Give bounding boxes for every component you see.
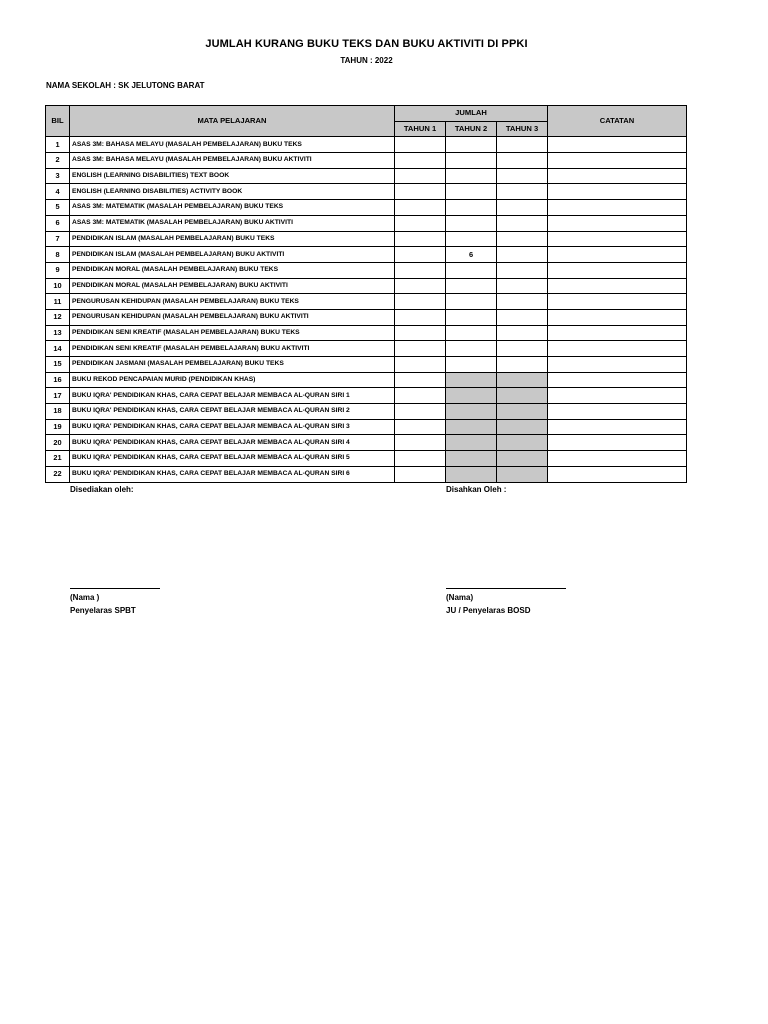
row-tahun-3: [497, 262, 548, 278]
row-tahun-3: [497, 153, 548, 169]
row-tahun-2: [446, 184, 497, 200]
row-bil: 21: [46, 451, 70, 467]
row-bil: 20: [46, 435, 70, 451]
row-bil: 19: [46, 419, 70, 435]
row-tahun-2: [446, 168, 497, 184]
row-subject: PENDIDIKAN SENI KREATIF (MASALAH PEMBELAJARAN) BUKU TEKS: [70, 325, 395, 341]
row-subject: BUKU IQRA' PENDIDIKAN KHAS, CARA CEPAT BELAJAR MEMBACA AL-QURAN SIRI 1: [70, 388, 395, 404]
row-tahun-2: [446, 153, 497, 169]
row-tahun-3: [497, 325, 548, 341]
table-row: [46, 278, 687, 294]
header-bil: BIL: [46, 106, 70, 137]
table-row: [46, 294, 687, 310]
prepared-by-label: Disediakan oleh:: [70, 485, 134, 494]
row-tahun-3: [497, 247, 548, 263]
row-bil: 7: [46, 231, 70, 247]
prepared-by-signature: [70, 578, 160, 617]
row-tahun-1: [395, 357, 446, 373]
table-row: [46, 262, 687, 278]
row-bil: 11: [46, 294, 70, 310]
row-notes: [548, 278, 687, 294]
row-subject: PENDIDIKAN JASMANI (MASALAH PEMBELAJARAN) BUKU TEKS: [70, 357, 395, 373]
row-tahun-2: [446, 451, 497, 467]
row-notes: [548, 137, 687, 153]
row-subject: PENDIDIKAN MORAL (MASALAH PEMBELAJARAN) BUKU AKTIVITI: [70, 278, 395, 294]
row-tahun-3: [497, 435, 548, 451]
row-subject: ENGLISH (LEARNING DISABILITIES) TEXT BOOK: [70, 168, 395, 184]
row-tahun-3: [497, 372, 548, 388]
row-subject: PENGURUSAN KEHIDUPAN (MASALAH PEMBELAJARAN) BUKU AKTIVITI: [70, 309, 395, 325]
row-tahun-1: [395, 231, 446, 247]
row-notes: [548, 200, 687, 216]
row-tahun-3: [497, 419, 548, 435]
table-row: [46, 466, 687, 482]
row-tahun-2: [446, 137, 497, 153]
row-bil: 10: [46, 278, 70, 294]
prepared-by-role: Penyelaras SPBT: [70, 606, 136, 615]
row-bil: 13: [46, 325, 70, 341]
row-tahun-3: [497, 200, 548, 216]
row-tahun-1: [395, 435, 446, 451]
row-notes: [548, 388, 687, 404]
row-subject: PENDIDIKAN SENI KREATIF (MASALAH PEMBELAJARAN) BUKU AKTIVITI: [70, 341, 395, 357]
row-notes: [548, 357, 687, 373]
row-bil: 5: [46, 200, 70, 216]
row-notes: [548, 231, 687, 247]
row-notes: [548, 309, 687, 325]
row-bil: 18: [46, 404, 70, 420]
row-notes: [548, 262, 687, 278]
row-notes: [548, 294, 687, 310]
row-tahun-2: [446, 341, 497, 357]
table-row: [46, 153, 687, 169]
row-tahun-3: [497, 215, 548, 231]
row-notes: [548, 184, 687, 200]
textbook-shortage-table: [45, 105, 687, 483]
row-notes: [548, 168, 687, 184]
row-tahun-1: [395, 294, 446, 310]
signature-line-left: [70, 578, 160, 589]
table-row: [46, 231, 687, 247]
row-tahun-1: [395, 341, 446, 357]
approved-by-name: (Nama): [446, 593, 474, 602]
table-row: [46, 309, 687, 325]
approved-by-label: Disahkan Oleh :: [446, 485, 507, 494]
row-tahun-3: [497, 388, 548, 404]
table-row: [46, 247, 687, 263]
row-tahun-1: [395, 451, 446, 467]
row-subject: PENDIDIKAN ISLAM (MASALAH PEMBELAJARAN) BUKU TEKS: [70, 231, 395, 247]
table-row: [46, 325, 687, 341]
approved-by-role: JU / Penyelaras BOSD: [446, 606, 531, 615]
row-subject: BUKU REKOD PENCAPAIAN MURID (PENDIDIKAN KHAS): [70, 372, 395, 388]
row-bil: 16: [46, 372, 70, 388]
row-subject: BUKU IQRA' PENDIDIKAN KHAS, CARA CEPAT BELAJAR MEMBACA AL-QURAN SIRI 6: [70, 466, 395, 482]
table-row: [46, 372, 687, 388]
row-tahun-3: [497, 451, 548, 467]
row-tahun-1: [395, 372, 446, 388]
table-row: [46, 435, 687, 451]
row-tahun-1: [395, 153, 446, 169]
row-tahun-1: [395, 466, 446, 482]
row-tahun-2: [446, 388, 497, 404]
row-tahun-2: [446, 419, 497, 435]
row-tahun-3: [497, 168, 548, 184]
row-tahun-1: [395, 200, 446, 216]
row-tahun-1: [395, 404, 446, 420]
row-bil: 4: [46, 184, 70, 200]
row-subject: BUKU IQRA' PENDIDIKAN KHAS, CARA CEPAT BELAJAR MEMBACA AL-QURAN SIRI 2: [70, 404, 395, 420]
table-row: [46, 404, 687, 420]
table-row: [46, 184, 687, 200]
row-tahun-3: [497, 184, 548, 200]
row-tahun-1: [395, 184, 446, 200]
row-tahun-3: [497, 466, 548, 482]
header-tahun-1: TAHUN 1: [395, 121, 446, 137]
prepared-by-name: (Nama ): [70, 593, 100, 602]
school-name: NAMA SEKOLAH : SK JELUTONG BARAT: [46, 81, 205, 90]
row-tahun-2: [446, 231, 497, 247]
row-bil: 8: [46, 247, 70, 263]
row-subject: PENDIDIKAN MORAL (MASALAH PEMBELAJARAN) BUKU TEKS: [70, 262, 395, 278]
row-bil: 3: [46, 168, 70, 184]
row-tahun-2: [446, 372, 497, 388]
row-subject: ASAS 3M: MATEMATIK (MASALAH PEMBELAJARAN) BUKU AKTIVITI: [70, 215, 395, 231]
table-row: [46, 388, 687, 404]
row-tahun-1: [395, 325, 446, 341]
header-tahun-2: TAHUN 2: [446, 121, 497, 137]
row-tahun-2: [446, 404, 497, 420]
table-row: [46, 451, 687, 467]
document-year: TAHUN : 2022: [340, 56, 393, 65]
approved-by-signature: [446, 578, 566, 617]
row-notes: [548, 325, 687, 341]
header-notes: CATATAN: [548, 106, 687, 137]
row-tahun-2: [446, 466, 497, 482]
row-tahun-1: [395, 262, 446, 278]
row-notes: [548, 153, 687, 169]
header-tahun-3: TAHUN 3: [497, 121, 548, 137]
row-tahun-3: [497, 278, 548, 294]
row-tahun-2: 6: [446, 247, 497, 263]
row-notes: [548, 404, 687, 420]
row-bil: 15: [46, 357, 70, 373]
row-bil: 14: [46, 341, 70, 357]
row-subject: ASAS 3M: BAHASA MELAYU (MASALAH PEMBELAJARAN) BUKU AKTIVITI: [70, 153, 395, 169]
row-bil: 22: [46, 466, 70, 482]
row-bil: 9: [46, 262, 70, 278]
row-notes: [548, 435, 687, 451]
row-tahun-1: [395, 278, 446, 294]
row-subject: BUKU IQRA' PENDIDIKAN KHAS, CARA CEPAT BELAJAR MEMBACA AL-QURAN SIRI 3: [70, 419, 395, 435]
header-jumlah: JUMLAH: [395, 106, 548, 122]
row-tahun-1: [395, 168, 446, 184]
row-tahun-3: [497, 341, 548, 357]
row-subject: ASAS 3M: MATEMATIK (MASALAH PEMBELAJARAN) BUKU TEKS: [70, 200, 395, 216]
row-tahun-1: [395, 247, 446, 263]
table-row: [46, 168, 687, 184]
table-row: [46, 200, 687, 216]
row-subject: BUKU IQRA' PENDIDIKAN KHAS, CARA CEPAT BELAJAR MEMBACA AL-QURAN SIRI 4: [70, 435, 395, 451]
row-tahun-1: [395, 215, 446, 231]
table-row: [46, 137, 687, 153]
header-subject: MATA PELAJARAN: [70, 106, 395, 137]
table-row: [46, 419, 687, 435]
row-tahun-3: [497, 294, 548, 310]
row-tahun-1: [395, 309, 446, 325]
table-row: [46, 215, 687, 231]
signature-line-right: [446, 578, 566, 589]
row-tahun-1: [395, 137, 446, 153]
row-bil: 6: [46, 215, 70, 231]
row-tahun-1: [395, 388, 446, 404]
row-subject: ENGLISH (LEARNING DISABILITIES) ACTIVITY BOOK: [70, 184, 395, 200]
row-subject: PENGURUSAN KEHIDUPAN (MASALAH PEMBELAJARAN) BUKU TEKS: [70, 294, 395, 310]
row-notes: [548, 466, 687, 482]
row-tahun-2: [446, 215, 497, 231]
row-tahun-1: [395, 419, 446, 435]
table-row: [46, 341, 687, 357]
table-row: [46, 357, 687, 373]
row-tahun-2: [446, 278, 497, 294]
approved-by-block: [446, 483, 506, 496]
row-tahun-2: [446, 357, 497, 373]
row-tahun-2: [446, 262, 497, 278]
row-tahun-3: [497, 357, 548, 373]
row-subject: ASAS 3M: BAHASA MELAYU (MASALAH PEMBELAJARAN) BUKU TEKS: [70, 137, 395, 153]
row-notes: [548, 372, 687, 388]
row-tahun-2: [446, 309, 497, 325]
row-tahun-3: [497, 137, 548, 153]
row-subject: PENDIDIKAN ISLAM (MASALAH PEMBELAJARAN) BUKU AKTIVITI: [70, 247, 395, 263]
row-bil: 1: [46, 137, 70, 153]
prepared-by-block: [70, 483, 134, 496]
row-tahun-2: [446, 435, 497, 451]
row-bil: 17: [46, 388, 70, 404]
row-bil: 12: [46, 309, 70, 325]
row-notes: [548, 215, 687, 231]
row-tahun-2: [446, 294, 497, 310]
row-bil: 2: [46, 153, 70, 169]
row-notes: [548, 341, 687, 357]
row-notes: [548, 419, 687, 435]
row-tahun-2: [446, 325, 497, 341]
row-notes: [548, 451, 687, 467]
table-body: [46, 137, 687, 482]
row-tahun-3: [497, 231, 548, 247]
document-title: JUMLAH KURANG BUKU TEKS DAN BUKU AKTIVITI DI PPKI: [205, 38, 528, 50]
row-tahun-2: [446, 200, 497, 216]
row-notes: [548, 247, 687, 263]
row-tahun-3: [497, 404, 548, 420]
row-subject: BUKU IQRA' PENDIDIKAN KHAS, CARA CEPAT BELAJAR MEMBACA AL-QURAN SIRI 5: [70, 451, 395, 467]
row-tahun-3: [497, 309, 548, 325]
